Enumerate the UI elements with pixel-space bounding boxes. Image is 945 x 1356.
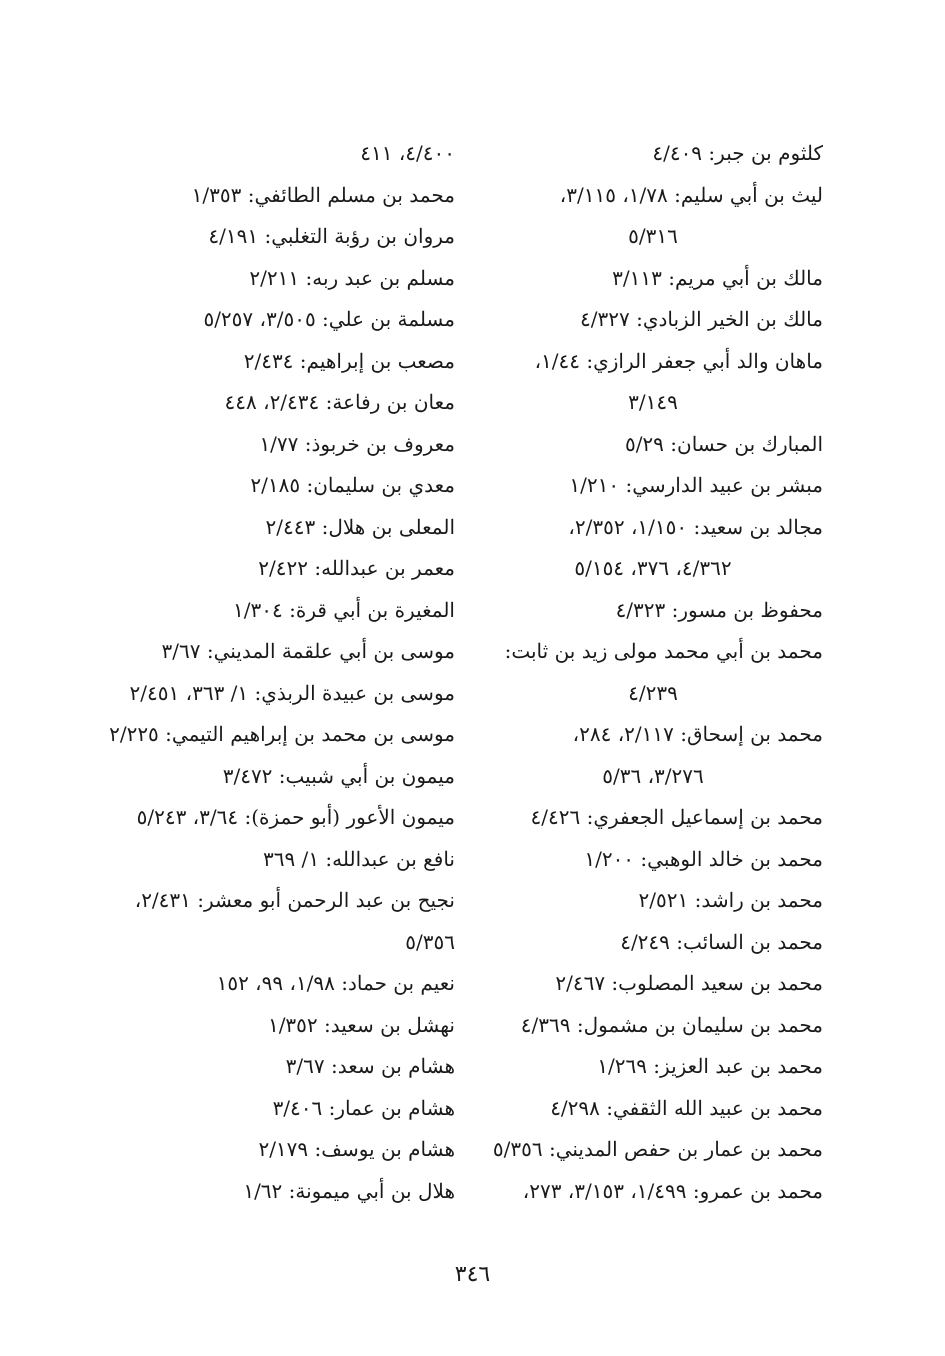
index-entry: محمد بن مسلم الطائفي: ١/٣٥٣ [191, 182, 455, 207]
index-entry-continuation: ٤/٢٣٩ [628, 680, 678, 705]
index-entry: المغيرة بن أبي قرة: ١/٣٠٤ [233, 597, 455, 622]
index-entry: نافع بن عبدالله: ١/ ٣٦٩ [262, 846, 455, 871]
index-entry: مبشر بن عبيد الدارسي: ١/٢١٠ [569, 473, 823, 497]
index-entry: مالك بن الخير الزبادي: ٤/٣٢٧ [580, 307, 823, 331]
index-entry-continuation: ٥/٣١٦ [628, 224, 678, 248]
index-entry: المبارك بن حسان: ٥/٢٩ [624, 431, 823, 456]
index-entry: محمد بن خالد الوهبي: ١/٢٠٠ [584, 846, 823, 871]
index-entry: مالك بن أبي مريم: ٣/١١٣ [612, 265, 823, 290]
index-entry-continuation: ٥/٣٥٦ [405, 929, 455, 954]
index-entry: مصعب بن إبراهيم: ٢/٤٣٤ [243, 348, 455, 373]
index-entry: محمد بن إسحاق: ٢/١١٧، ٢٨٤، [572, 722, 823, 746]
index-entry: محمد بن عمرو: ١/٤٩٩، ٣/١٥٣، ٢٧٣، [522, 1178, 823, 1203]
index-entry: نعيم بن حماد: ١/٩٨، ٩٩، ١٥٢ [216, 971, 455, 995]
index-entry: مسلمة بن علي: ٣/٥٠٥، ٥/٢٥٧ [203, 307, 455, 331]
index-entry: هشام بن سعد: ٣/٦٧ [285, 1054, 455, 1078]
index-entry: هشام بن يوسف: ٢/١٧٩ [258, 1137, 455, 1161]
index-column-right [483, 133, 823, 1212]
index-entry: ميمون بن أبي شبيب: ٣/٤٧٢ [222, 763, 455, 788]
index-entry: محمد بن سعيد المصلوب: ٢/٤٦٧ [555, 971, 823, 995]
index-entry: ماهان والد أبي جعفر الرازي: ١/٤٤، [534, 348, 823, 373]
index-entry: معدي بن سليمان: ٢/١٨٥ [250, 473, 455, 497]
index-entry: محفوظ بن مسور: ٤/٣٢٣ [615, 597, 823, 622]
index-entry: المعلى بن هلال: ٢/٤٤٣ [265, 514, 455, 539]
index-entry: محمد بن عبيد الله الثقفي: ٤/٢٩٨ [550, 1095, 823, 1120]
index-entry: محمد بن أبي محمد مولى زيد بن ثابت: [504, 639, 823, 663]
index-entry-continuation: ٣/٢٧٦، ٥/٣٦ [602, 763, 704, 788]
index-entry: معروف بن خربوذ: ١/٧٧ [259, 431, 455, 456]
index-entry: معان بن رفاعة: ٢/٤٣٤، ٤٤٨ [224, 390, 455, 414]
page-number: ٣٤٦ [454, 1262, 491, 1287]
index-entry: هلال بن أبي ميمونة: ١/٦٢ [243, 1178, 455, 1203]
index-entry: كلثوم بن جبر: ٤/٤٠٩ [652, 141, 823, 165]
index-entry: موسى بن عبيدة الربذي: ١/ ٣٦٣، ٢/٤٥١ [129, 680, 455, 705]
index-entry: محمد بن عمار بن حفص المديني: ٥/٣٥٦ [492, 1137, 823, 1161]
index-entry: مسلم بن عبد ربه: ٢/٢١١ [249, 265, 455, 290]
index-entry: محمد بن سليمان بن مشمول: ٤/٣٦٩ [520, 1012, 823, 1037]
index-entry: نجيح بن عبد الرحمن أبو معشر: ٢/٤٣١، [134, 888, 455, 912]
index-entry: محمد بن السائب: ٤/٢٤٩ [620, 929, 823, 954]
index-entry: موسى بن أبي علقمة المديني: ٣/٦٧ [161, 639, 455, 663]
index-entry: نهشل بن سعيد: ١/٣٥٢ [267, 1012, 455, 1037]
index-entry: ميمون الأعور (أبو حمزة): ٣/٦٤، ٥/٢٤٣ [136, 805, 455, 829]
index-entry: ليث بن أبي سليم: ١/٧٨، ٣/١١٥، [559, 182, 823, 207]
index-column-left [75, 133, 455, 1212]
index-entry: محمد بن إسماعيل الجعفري: ٤/٤٢٦ [530, 805, 823, 829]
index-entry: مجالد بن سعيد: ١/١٥٠، ٢/٣٥٢، [568, 514, 823, 539]
index-entry-continuation: ٤/٣٦٢، ٣٧٦، ٥/١٥٤ [574, 556, 732, 580]
index-entry: مروان بن رؤبة التغلبي: ٤/١٩١ [208, 224, 455, 248]
index-entry: موسى بن محمد بن إبراهيم التيمي: ٢/٢٢٥ [109, 722, 455, 746]
index-entry: معمر بن عبدالله: ٢/٤٢٢ [258, 556, 455, 580]
index-entry: هشام بن عمار: ٣/٤٠٦ [272, 1095, 455, 1120]
index-entry: محمد بن راشد: ٢/٥٢١ [638, 888, 823, 912]
index-entry-continuation: ٤/٤٠٠، ٤١١ [360, 141, 455, 165]
index-entry-continuation: ٣/١٤٩ [628, 390, 678, 414]
index-entry: محمد بن عبد العزيز: ١/٢٦٩ [597, 1054, 823, 1078]
